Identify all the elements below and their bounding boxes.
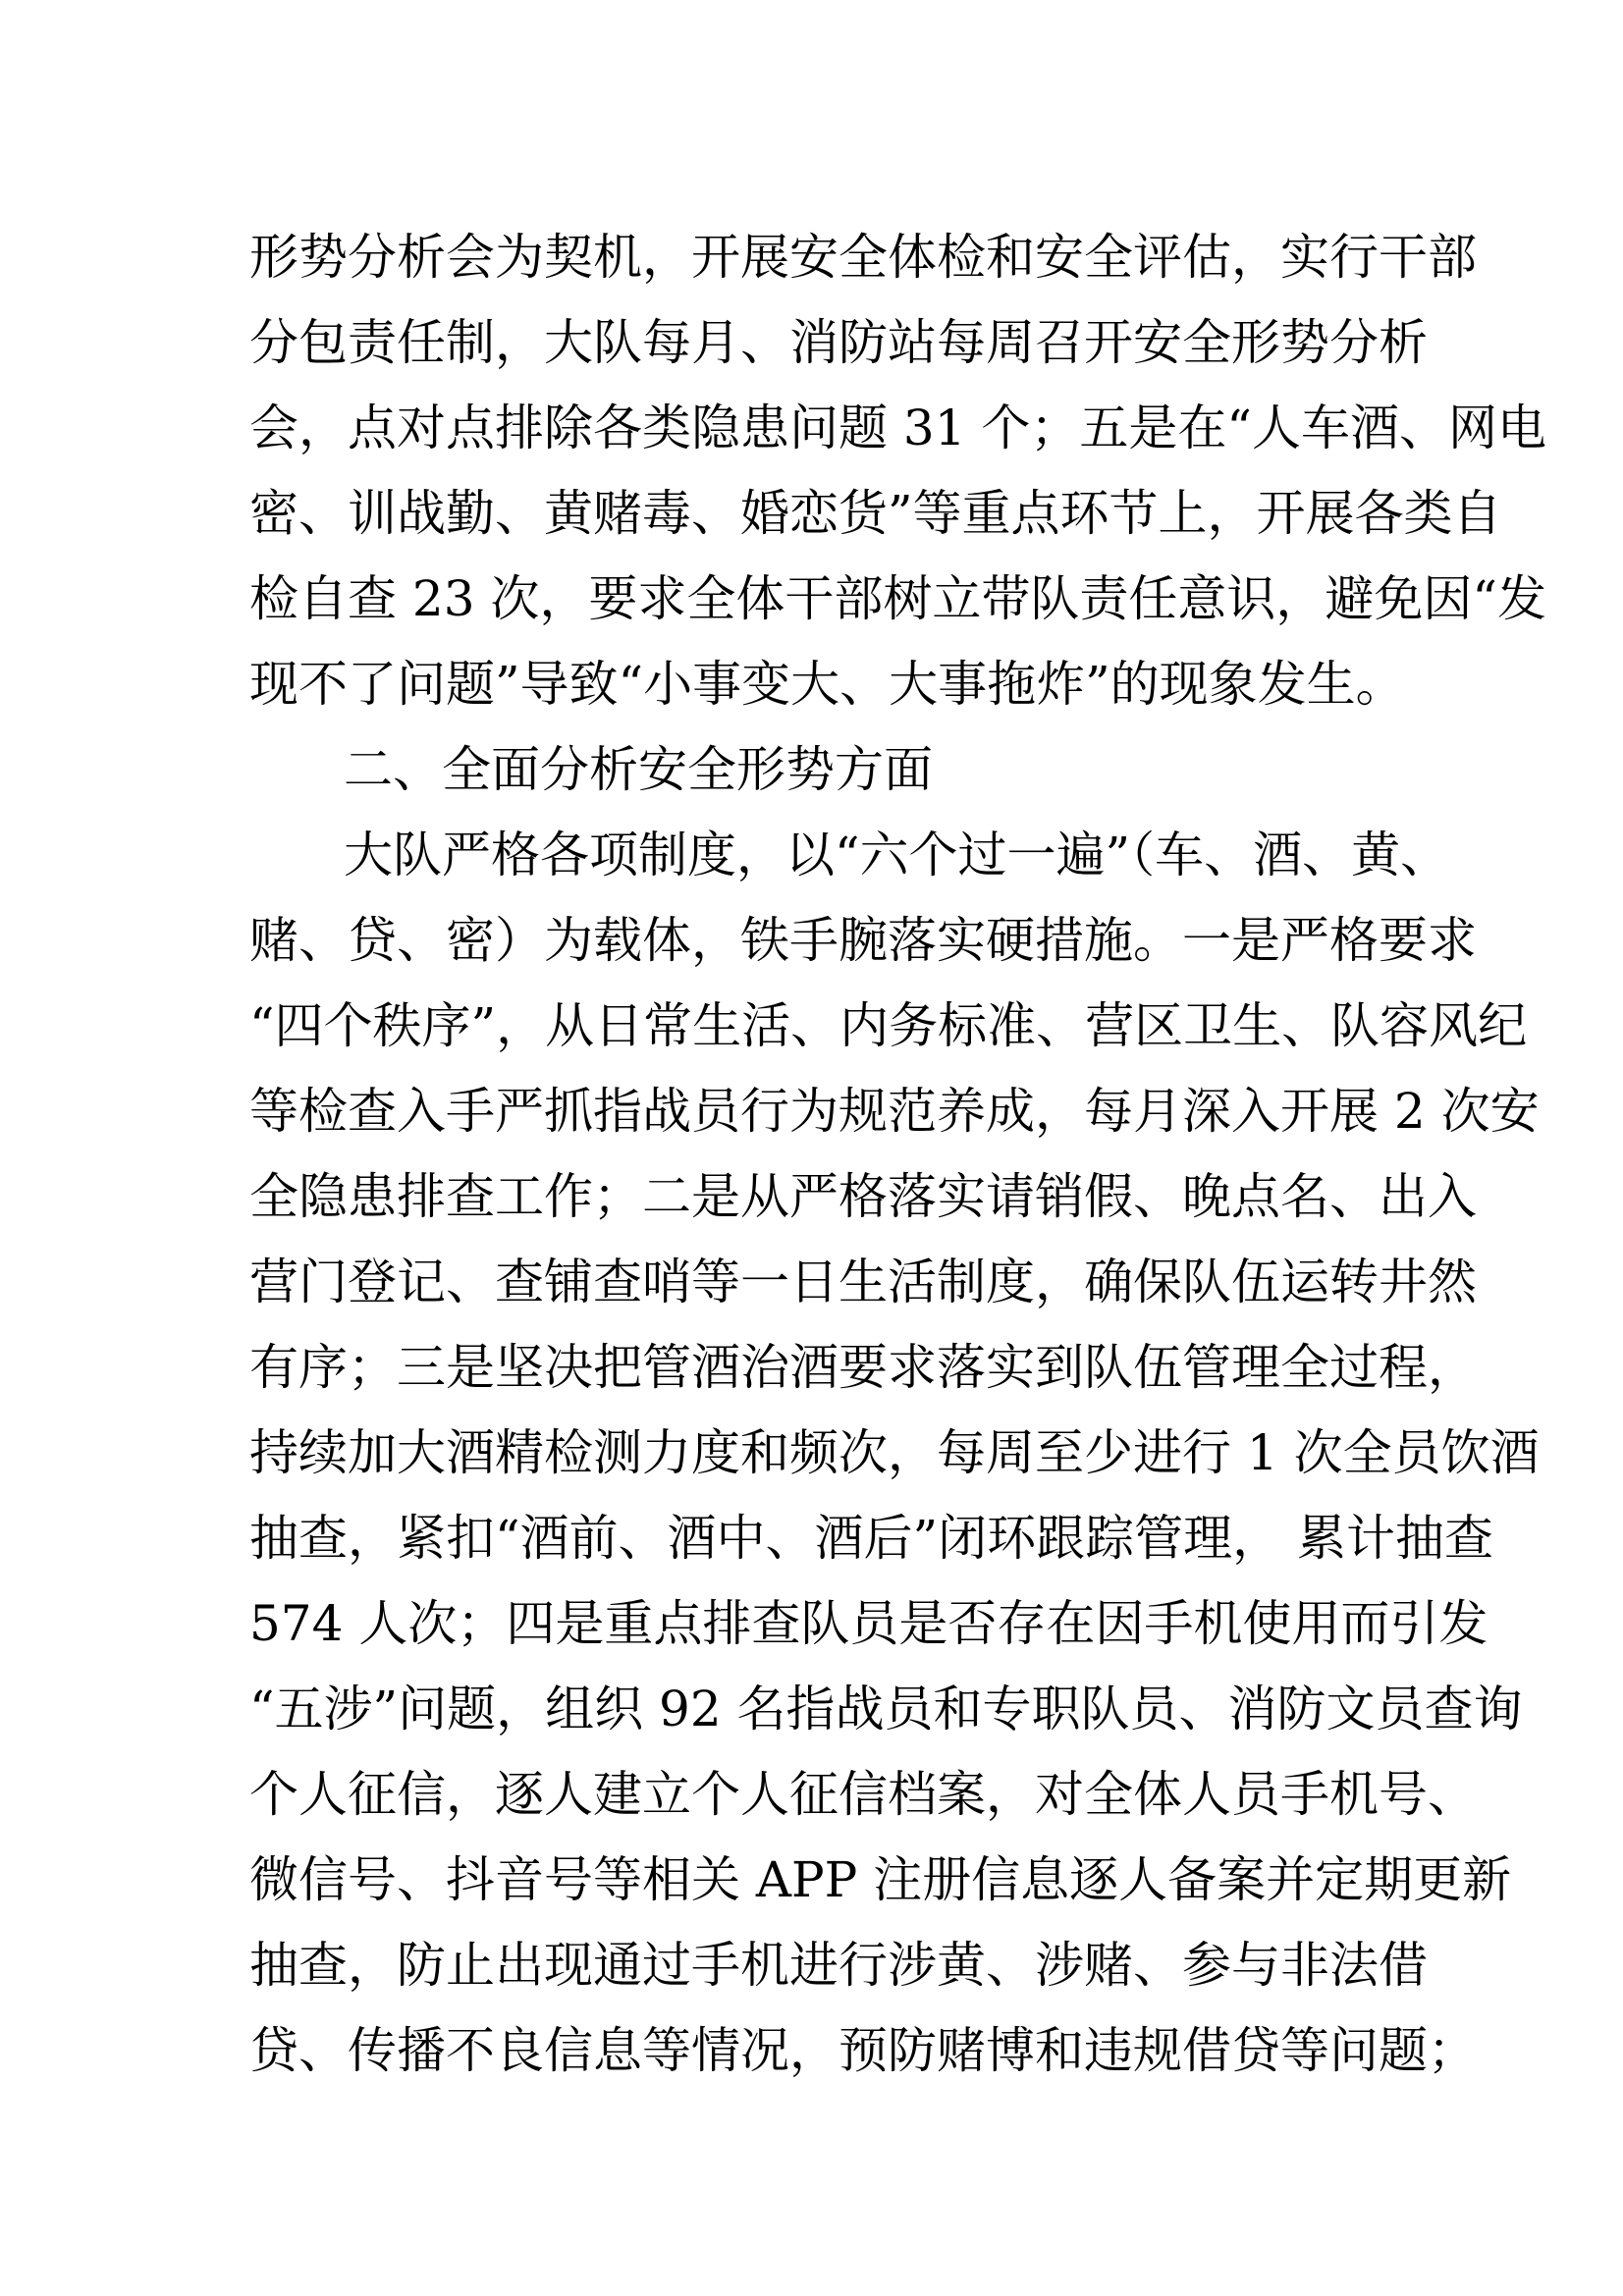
body-text-line: 分包责任制，大队每月、消防站每周召开安全形势分析: [249, 314, 1428, 371]
body-text-line: 赌、贷、密）为载体，铁手腕落实硬措施。一是严格要求: [249, 912, 1477, 969]
body-text-line: 贷、传播不良信息等情况，预防赌博和违规借贷等问题；: [249, 2022, 1477, 2079]
body-text-line: 现不了问题”导致“小事变大、大事拖炸”的现象发生。: [249, 656, 1405, 713]
body-text-line: 会，点对点排除各类隐患问题 31 个；五是在“人车酒、网电: [249, 400, 1546, 456]
section-heading: 二、全面分析安全形势方面: [344, 741, 933, 798]
body-text-line: 全隐患排查工作；二是从严格落实请销假、晚点名、出入: [249, 1168, 1477, 1225]
body-text-line: “五涉”问题，组织 92 名指战员和专职队员、消防文员查询: [249, 1681, 1523, 1737]
body-text-line: 个人征信，逐人建立个人征信档案，对全体人员手机号、: [249, 1766, 1477, 1823]
body-text-line: 抽查，紧扣“酒前、酒中、酒后”闭环跟踪管理， 累计抽查: [249, 1510, 1494, 1567]
body-text-line: “四个秩序”，从日常生活、内务标准、营区卫生、队容风纪: [249, 997, 1528, 1054]
body-text-line: 形势分析会为契机，开展安全体检和安全评估，实行干部: [249, 229, 1477, 286]
body-text-line: 持续加大酒精检测力度和频次，每周至少进行 1 次全员饮酒: [249, 1424, 1540, 1481]
body-text-line: 大队严格各项制度，以“六个过一遍”（车、酒、黄、: [344, 827, 1450, 883]
body-text-line: 等检查入手严抓指战员行为规范养成，每月深入开展 2 次安: [249, 1083, 1540, 1140]
body-text-line: 574 人次；四是重点排查队员是否存在因手机使用而引发: [249, 1595, 1488, 1652]
body-text-line: 抽查，防止出现通过手机进行涉黄、涉赌、参与非法借: [249, 1937, 1428, 1994]
body-text-line: 有序；三是坚决把管酒治酒要求落实到队伍管理全过程，: [249, 1339, 1477, 1396]
body-text-line: 微信号、抖音号等相关 APP 注册信息逐人备案并定期更新: [249, 1851, 1512, 1908]
body-text-line: 检自查 23 次，要求全体干部树立带队责任意识，避免因“发: [249, 570, 1546, 627]
body-text-line: 营门登记、查铺查哨等一日生活制度，确保队伍运转井然: [249, 1254, 1477, 1310]
document-page: [249, 215, 1546, 2094]
body-text-line: 密、训战勤、黄赌毒、婚恋货”等重点环节上，开展各类自: [249, 485, 1502, 542]
